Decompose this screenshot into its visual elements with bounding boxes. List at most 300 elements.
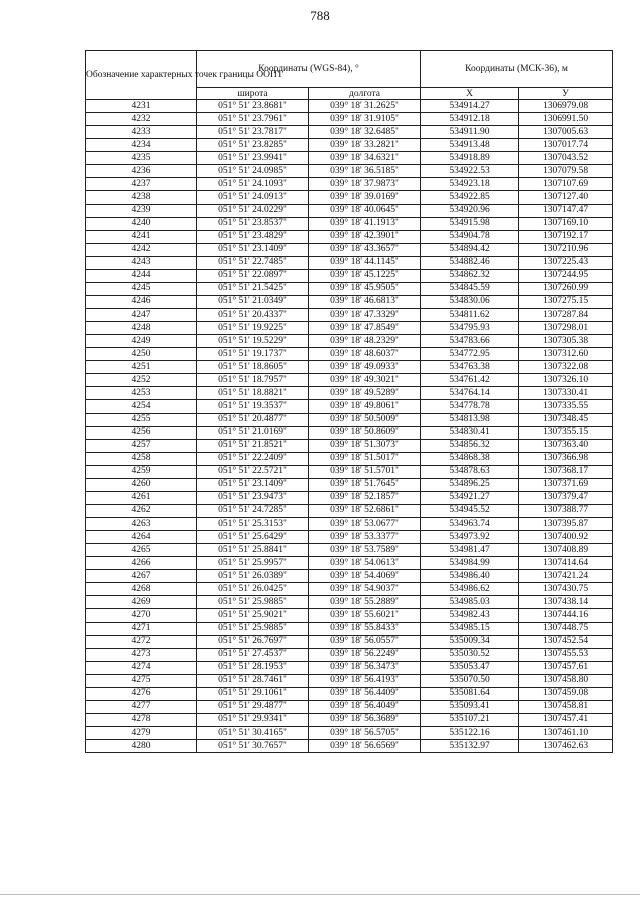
y-cell: 1307430.75 [519, 583, 613, 596]
table-row [86, 243, 613, 256]
table-row [86, 557, 613, 570]
y-cell: 1306979.08 [519, 100, 613, 113]
table-row [86, 139, 613, 152]
table-row [86, 309, 613, 322]
x-cell: 534882.46 [421, 256, 519, 269]
x-cell: 534911.90 [421, 126, 519, 139]
point-id-cell: 4236 [86, 165, 197, 178]
header-x: X [421, 88, 519, 100]
table-row [86, 439, 613, 452]
y-cell: 1307335.55 [519, 400, 613, 413]
latitude-cell: 051° 51' 30.7657" [197, 740, 309, 753]
longitude-cell: 039° 18' 32.6485" [309, 126, 421, 139]
table-row [86, 740, 613, 753]
latitude-cell: 051° 51' 22.5721" [197, 465, 309, 478]
latitude-cell: 051° 51' 28.7461" [197, 674, 309, 687]
latitude-cell: 051° 51' 22.2409" [197, 452, 309, 465]
longitude-cell: 039° 18' 48.2329" [309, 335, 421, 348]
y-cell: 1307457.61 [519, 661, 613, 674]
longitude-cell: 039° 18' 56.4409" [309, 687, 421, 700]
table-row [86, 217, 613, 230]
x-cell: 534763.38 [421, 361, 519, 374]
y-cell: 1307395.87 [519, 518, 613, 531]
latitude-cell: 051° 51' 23.8537" [197, 217, 309, 230]
point-id-cell: 4243 [86, 256, 197, 269]
table-row [86, 374, 613, 387]
table-row [86, 230, 613, 243]
table-row [86, 100, 613, 113]
point-id-cell: 4279 [86, 727, 197, 740]
longitude-cell: 039° 18' 47.8549" [309, 322, 421, 335]
table-row [86, 596, 613, 609]
x-cell: 534981.47 [421, 544, 519, 557]
latitude-cell: 051° 51' 28.1953" [197, 661, 309, 674]
point-id-cell: 4246 [86, 295, 197, 308]
point-id-cell: 4254 [86, 400, 197, 413]
point-id-cell: 4248 [86, 322, 197, 335]
latitude-cell: 051° 51' 21.0349" [197, 295, 309, 308]
longitude-cell: 039° 18' 48.6037" [309, 348, 421, 361]
latitude-cell: 051° 51' 26.7697" [197, 635, 309, 648]
point-id-cell: 4258 [86, 452, 197, 465]
point-id-cell: 4251 [86, 361, 197, 374]
point-id-cell: 4266 [86, 557, 197, 570]
point-id-cell: 4280 [86, 740, 197, 753]
table-row [86, 426, 613, 439]
table-row [86, 191, 613, 204]
x-cell: 535122.16 [421, 727, 519, 740]
x-cell: 534813.98 [421, 413, 519, 426]
y-cell: 1307388.77 [519, 504, 613, 517]
y-cell: 1307462.63 [519, 740, 613, 753]
y-cell: 1307127.40 [519, 191, 613, 204]
latitude-cell: 051° 51' 18.8821" [197, 387, 309, 400]
point-id-cell: 4233 [86, 126, 197, 139]
x-cell: 534922.85 [421, 191, 519, 204]
longitude-cell: 039° 18' 54.0613" [309, 557, 421, 570]
latitude-cell: 051° 51' 23.9941" [197, 152, 309, 165]
y-cell: 1307298.01 [519, 322, 613, 335]
longitude-cell: 039° 18' 52.6861" [309, 504, 421, 517]
longitude-cell: 039° 18' 31.9105" [309, 113, 421, 126]
x-cell: 534894.42 [421, 243, 519, 256]
point-id-cell: 4270 [86, 609, 197, 622]
table-row [86, 609, 613, 622]
table-body [86, 100, 613, 753]
y-cell: 1307330.41 [519, 387, 613, 400]
latitude-cell: 051° 51' 23.8681" [197, 100, 309, 113]
x-cell: 535030.52 [421, 648, 519, 661]
x-cell: 534896.25 [421, 478, 519, 491]
table-row [86, 282, 613, 295]
y-cell: 1307244.95 [519, 269, 613, 282]
latitude-cell: 051° 51' 29.1061" [197, 687, 309, 700]
x-cell: 534923.18 [421, 178, 519, 191]
latitude-cell: 051° 51' 23.1409" [197, 478, 309, 491]
longitude-cell: 039° 18' 50.5009" [309, 413, 421, 426]
x-cell: 534921.27 [421, 491, 519, 504]
point-id-cell: 4244 [86, 269, 197, 282]
latitude-cell: 051° 51' 21.0169" [197, 426, 309, 439]
latitude-cell: 051° 51' 29.9341" [197, 713, 309, 726]
table-row [86, 713, 613, 726]
table-row [86, 570, 613, 583]
latitude-cell: 051° 51' 19.3537" [197, 400, 309, 413]
y-cell: 1307363.40 [519, 439, 613, 452]
y-cell: 1307400.92 [519, 531, 613, 544]
table-row [86, 256, 613, 269]
point-id-cell: 4257 [86, 439, 197, 452]
table-row [86, 531, 613, 544]
table-row [86, 700, 613, 713]
table-row [86, 648, 613, 661]
y-cell: 1307461.10 [519, 727, 613, 740]
x-cell: 535009.34 [421, 635, 519, 648]
x-cell: 534778.78 [421, 400, 519, 413]
table-row [86, 661, 613, 674]
table-row [86, 674, 613, 687]
x-cell: 534986.40 [421, 570, 519, 583]
x-cell: 534918.89 [421, 152, 519, 165]
bottom-divider [0, 894, 640, 895]
latitude-cell: 051° 51' 20.4337" [197, 309, 309, 322]
point-id-cell: 4267 [86, 570, 197, 583]
point-id-cell: 4239 [86, 204, 197, 217]
point-id-cell: 4234 [86, 139, 197, 152]
table-row [86, 295, 613, 308]
y-cell: 1307458.80 [519, 674, 613, 687]
x-cell: 535081.64 [421, 687, 519, 700]
latitude-cell: 051° 51' 25.8841" [197, 544, 309, 557]
point-id-cell: 4264 [86, 531, 197, 544]
point-id-cell: 4265 [86, 544, 197, 557]
y-cell: 1307322.08 [519, 361, 613, 374]
x-cell: 534772.95 [421, 348, 519, 361]
point-id-cell: 4237 [86, 178, 197, 191]
point-id-cell: 4252 [86, 374, 197, 387]
longitude-cell: 039° 18' 56.5705" [309, 727, 421, 740]
latitude-cell: 051° 51' 27.4537" [197, 648, 309, 661]
longitude-cell: 039° 18' 56.3473" [309, 661, 421, 674]
longitude-cell: 039° 18' 53.7589" [309, 544, 421, 557]
longitude-cell: 039° 18' 51.7645" [309, 478, 421, 491]
table-row [86, 491, 613, 504]
y-cell: 1307452.54 [519, 635, 613, 648]
point-id-cell: 4262 [86, 504, 197, 517]
y-cell: 1307169.10 [519, 217, 613, 230]
table-row [86, 152, 613, 165]
x-cell: 534868.38 [421, 452, 519, 465]
x-cell: 535132.97 [421, 740, 519, 753]
y-cell: 1307147.47 [519, 204, 613, 217]
point-id-cell: 4269 [86, 596, 197, 609]
point-id-cell: 4232 [86, 113, 197, 126]
x-cell: 534783.66 [421, 335, 519, 348]
latitude-cell: 051° 51' 23.8285" [197, 139, 309, 152]
x-cell: 534982.43 [421, 609, 519, 622]
point-id-cell: 4238 [86, 191, 197, 204]
y-cell: 1307107.69 [519, 178, 613, 191]
point-id-cell: 4273 [86, 648, 197, 661]
longitude-cell: 039° 18' 56.2249" [309, 648, 421, 661]
y-cell: 1307448.75 [519, 622, 613, 635]
header-wgs-label: Координаты (WGS-84), ° [197, 51, 421, 88]
latitude-cell: 051° 51' 25.6429" [197, 531, 309, 544]
x-cell: 534862.32 [421, 269, 519, 282]
coordinates-table [85, 50, 613, 753]
latitude-cell: 051° 51' 25.3153" [197, 518, 309, 531]
latitude-cell: 051° 51' 21.8521" [197, 439, 309, 452]
y-cell: 1307455.53 [519, 648, 613, 661]
longitude-cell: 039° 18' 43.3657" [309, 243, 421, 256]
longitude-cell: 039° 18' 45.1225" [309, 269, 421, 282]
latitude-cell: 051° 51' 23.4829" [197, 230, 309, 243]
y-cell: 1307043.52 [519, 152, 613, 165]
longitude-cell: 039° 18' 50.8609" [309, 426, 421, 439]
latitude-cell: 051° 51' 26.0425" [197, 583, 309, 596]
table-row [86, 687, 613, 700]
table-row [86, 348, 613, 361]
longitude-cell: 039° 18' 56.0557" [309, 635, 421, 648]
latitude-cell: 051° 51' 24.0913" [197, 191, 309, 204]
y-cell: 1307366.98 [519, 452, 613, 465]
x-cell: 534920.96 [421, 204, 519, 217]
x-cell: 534985.03 [421, 596, 519, 609]
longitude-cell: 039° 18' 56.4193" [309, 674, 421, 687]
point-id-cell: 4275 [86, 674, 197, 687]
y-cell: 1307368.17 [519, 465, 613, 478]
longitude-cell: 039° 18' 49.8061" [309, 400, 421, 413]
y-cell: 1307355.15 [519, 426, 613, 439]
longitude-cell: 039° 18' 34.6321" [309, 152, 421, 165]
x-cell: 534973.92 [421, 531, 519, 544]
x-cell: 534912.18 [421, 113, 519, 126]
x-cell: 534761.42 [421, 374, 519, 387]
y-cell: 1307192.17 [519, 230, 613, 243]
table-row [86, 635, 613, 648]
table-row [86, 178, 613, 191]
latitude-cell: 051° 51' 23.1409" [197, 243, 309, 256]
longitude-cell: 039° 18' 44.1145" [309, 256, 421, 269]
x-cell: 534985.15 [421, 622, 519, 635]
longitude-cell: 039° 18' 51.5701" [309, 465, 421, 478]
longitude-cell: 039° 18' 55.6021" [309, 609, 421, 622]
x-cell: 534963.74 [421, 518, 519, 531]
table-row [86, 504, 613, 517]
y-cell: 1307408.89 [519, 544, 613, 557]
table-row [86, 113, 613, 126]
y-cell: 1307379.47 [519, 491, 613, 504]
header-latitude: широта [197, 88, 309, 100]
x-cell: 535093.41 [421, 700, 519, 713]
x-cell: 534913.48 [421, 139, 519, 152]
latitude-cell: 051° 51' 25.9021" [197, 609, 309, 622]
longitude-cell: 039° 18' 46.6813" [309, 295, 421, 308]
longitude-cell: 039° 18' 31.2625" [309, 100, 421, 113]
y-cell: 1307287.84 [519, 309, 613, 322]
table-row [86, 269, 613, 282]
table-row [86, 622, 613, 635]
latitude-cell: 051° 51' 24.0229" [197, 204, 309, 217]
longitude-cell: 039° 18' 39.0169" [309, 191, 421, 204]
x-cell: 535070.50 [421, 674, 519, 687]
longitude-cell: 039° 18' 56.6569" [309, 740, 421, 753]
y-cell: 1307421.24 [519, 570, 613, 583]
y-cell: 1307312.60 [519, 348, 613, 361]
latitude-cell: 051° 51' 26.0389" [197, 570, 309, 583]
point-id-cell: 4250 [86, 348, 197, 361]
longitude-cell: 039° 18' 36.5185" [309, 165, 421, 178]
y-cell: 1307225.43 [519, 256, 613, 269]
latitude-cell: 051° 51' 18.7957" [197, 374, 309, 387]
longitude-cell: 039° 18' 53.3377" [309, 531, 421, 544]
point-id-cell: 4240 [86, 217, 197, 230]
x-cell: 534904.78 [421, 230, 519, 243]
table-row [86, 400, 613, 413]
table-row [86, 322, 613, 335]
longitude-cell: 039° 18' 45.9505" [309, 282, 421, 295]
point-id-cell: 4253 [86, 387, 197, 400]
x-cell: 534856.32 [421, 439, 519, 452]
latitude-cell: 051° 51' 24.7285" [197, 504, 309, 517]
latitude-cell: 051° 51' 25.9885" [197, 622, 309, 635]
y-cell: 1307260.99 [519, 282, 613, 295]
y-cell: 1307326.10 [519, 374, 613, 387]
y-cell: 1307457.41 [519, 713, 613, 726]
longitude-cell: 039° 18' 55.2889" [309, 596, 421, 609]
latitude-cell: 051° 51' 19.9225" [197, 322, 309, 335]
y-cell: 1307459.08 [519, 687, 613, 700]
table-row [86, 204, 613, 217]
longitude-cell: 039° 18' 56.3689" [309, 713, 421, 726]
x-cell: 534845.59 [421, 282, 519, 295]
point-id-cell: 4274 [86, 661, 197, 674]
y-cell: 1307079.58 [519, 165, 613, 178]
point-id-cell: 4268 [86, 583, 197, 596]
latitude-cell: 051° 51' 24.1093" [197, 178, 309, 191]
point-id-cell: 4278 [86, 713, 197, 726]
latitude-cell: 051° 51' 24.0985" [197, 165, 309, 178]
y-cell: 1307005.63 [519, 126, 613, 139]
longitude-cell: 039° 18' 52.1857" [309, 491, 421, 504]
longitude-cell: 039° 18' 53.0677" [309, 518, 421, 531]
latitude-cell: 051° 51' 18.8605" [197, 361, 309, 374]
table-row [86, 478, 613, 491]
longitude-cell: 039° 18' 42.3901" [309, 230, 421, 243]
latitude-cell: 051° 51' 25.9957" [197, 557, 309, 570]
x-cell: 534811.62 [421, 309, 519, 322]
longitude-cell: 039° 18' 49.5289" [309, 387, 421, 400]
x-cell: 535053.47 [421, 661, 519, 674]
x-cell: 535107.21 [421, 713, 519, 726]
y-cell: 1307458.81 [519, 700, 613, 713]
point-id-cell: 4231 [86, 100, 197, 113]
header-msk-label: Координаты (МСК-36), м [421, 51, 613, 88]
y-cell: 1307438.14 [519, 596, 613, 609]
point-id-cell: 4242 [86, 243, 197, 256]
y-cell: 1307017.74 [519, 139, 613, 152]
point-id-cell: 4245 [86, 282, 197, 295]
latitude-cell: 051° 51' 23.7817" [197, 126, 309, 139]
point-id-cell: 4255 [86, 413, 197, 426]
longitude-cell: 039° 18' 49.0933" [309, 361, 421, 374]
latitude-cell: 051° 51' 21.5425" [197, 282, 309, 295]
y-cell: 1307348.45 [519, 413, 613, 426]
x-cell: 534830.41 [421, 426, 519, 439]
header-longitude: долгота [309, 88, 421, 100]
page-number: 788 [310, 8, 330, 23]
latitude-cell: 051° 51' 20.4877" [197, 413, 309, 426]
table-row [86, 335, 613, 348]
latitude-cell: 051° 51' 22.0897" [197, 269, 309, 282]
x-cell: 534945.52 [421, 504, 519, 517]
longitude-cell: 039° 18' 41.1913" [309, 217, 421, 230]
point-id-cell: 4241 [86, 230, 197, 243]
table-row [86, 465, 613, 478]
longitude-cell: 039° 18' 54.9037" [309, 583, 421, 596]
table-row [86, 544, 613, 557]
point-id-cell: 4271 [86, 622, 197, 635]
longitude-cell: 039° 18' 51.3073" [309, 439, 421, 452]
table-row [86, 413, 613, 426]
latitude-cell: 051° 51' 23.7961" [197, 113, 309, 126]
header-y: У [519, 88, 613, 100]
x-cell: 534795.93 [421, 322, 519, 335]
y-cell: 1307444.16 [519, 609, 613, 622]
longitude-cell: 039° 18' 54.4069" [309, 570, 421, 583]
table-row [86, 518, 613, 531]
y-cell: 1307414.64 [519, 557, 613, 570]
x-cell: 534984.99 [421, 557, 519, 570]
table-row [86, 126, 613, 139]
latitude-cell: 051° 51' 25.9885" [197, 596, 309, 609]
point-id-cell: 4260 [86, 478, 197, 491]
table-row [86, 583, 613, 596]
latitude-cell: 051° 51' 22.7485" [197, 256, 309, 269]
latitude-cell: 051° 51' 29.4877" [197, 700, 309, 713]
longitude-cell: 039° 18' 55.8433" [309, 622, 421, 635]
point-id-cell: 4247 [86, 309, 197, 322]
longitude-cell: 039° 18' 33.2821" [309, 139, 421, 152]
longitude-cell: 039° 18' 40.0645" [309, 204, 421, 217]
table-row [86, 727, 613, 740]
x-cell: 534922.53 [421, 165, 519, 178]
point-id-cell: 4277 [86, 700, 197, 713]
y-cell: 1307371.69 [519, 478, 613, 491]
latitude-cell: 051° 51' 19.5229" [197, 335, 309, 348]
table-row [86, 387, 613, 400]
point-id-cell: 4256 [86, 426, 197, 439]
table-row [86, 452, 613, 465]
point-id-cell: 4263 [86, 518, 197, 531]
point-id-cell: 4261 [86, 491, 197, 504]
longitude-cell: 039° 18' 56.4049" [309, 700, 421, 713]
longitude-cell: 039° 18' 47.3329" [309, 309, 421, 322]
latitude-cell: 051° 51' 30.4165" [197, 727, 309, 740]
longitude-cell: 039° 18' 49.3021" [309, 374, 421, 387]
x-cell: 534878.63 [421, 465, 519, 478]
x-cell: 534915.98 [421, 217, 519, 230]
y-cell: 1307275.15 [519, 295, 613, 308]
table-row [86, 165, 613, 178]
y-cell: 1307210.96 [519, 243, 613, 256]
x-cell: 534830.06 [421, 295, 519, 308]
table-row [86, 361, 613, 374]
point-id-cell: 4235 [86, 152, 197, 165]
x-cell: 534986.62 [421, 583, 519, 596]
header-point-label: Обозначение характерных точек границы ООПТ [86, 51, 197, 100]
longitude-cell: 039° 18' 51.5017" [309, 452, 421, 465]
